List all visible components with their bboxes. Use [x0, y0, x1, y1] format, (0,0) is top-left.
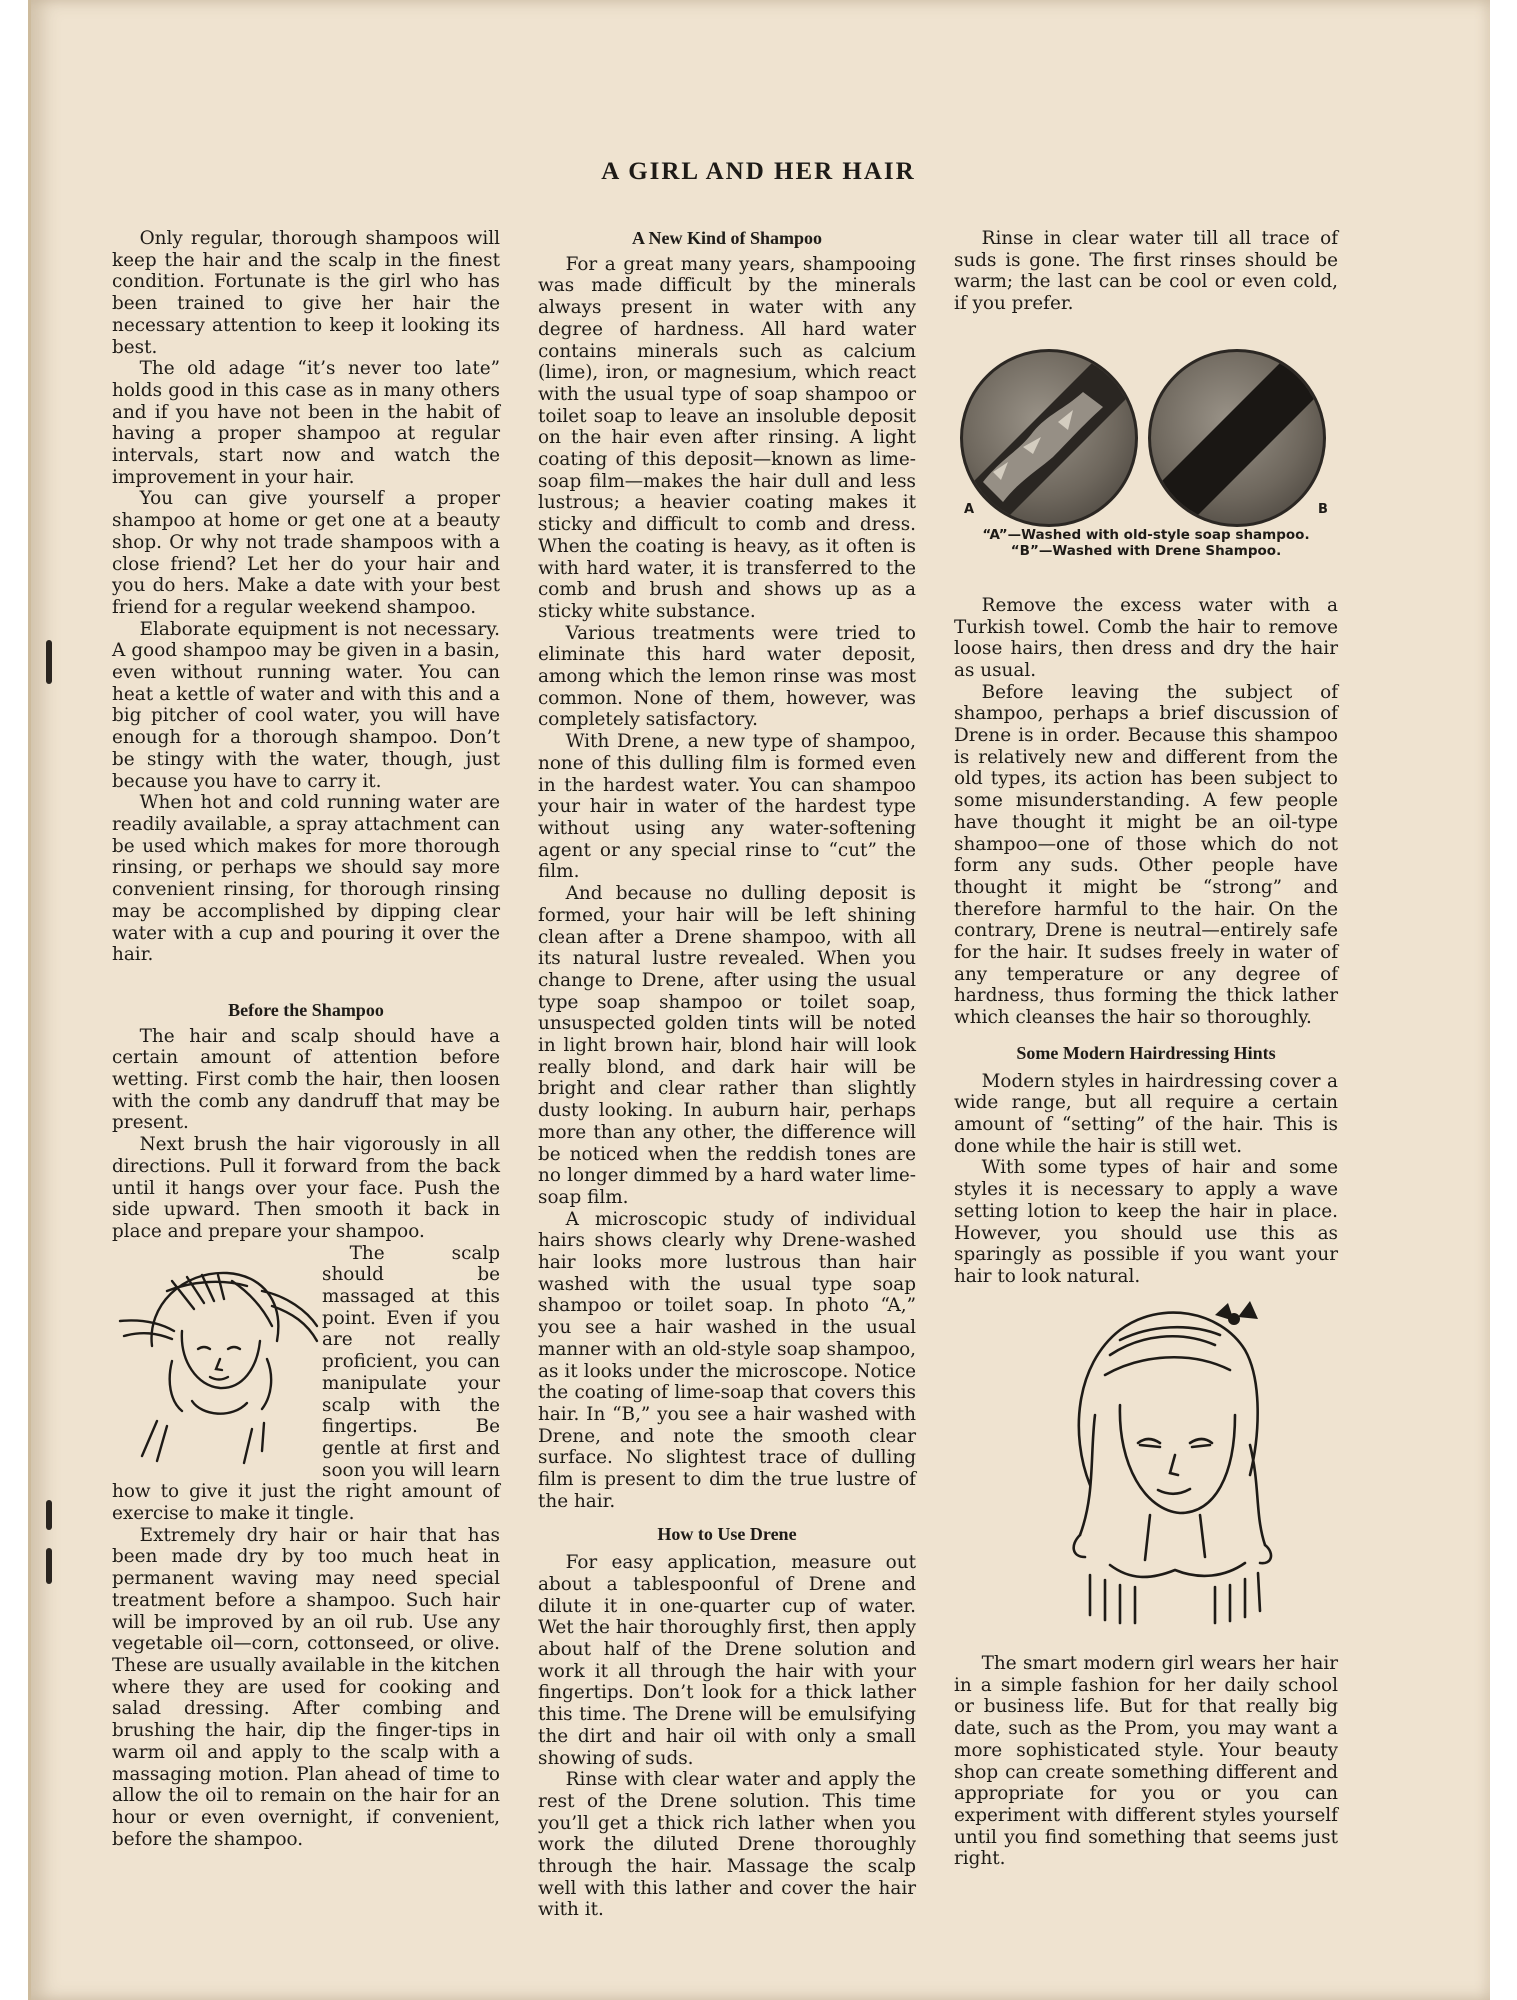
paragraph: Before leaving the subject of shampoo, perhaps a brief discussion of Drene is in order. Because this shampoo is relatively new and different from the old types, its action has been subject to some misunderstanding. A few people have thought it might be an oil-type shampoo—one of those which do not form any suds. Other people have thought it might be “strong” and therefore harmful to the hair. On the contrary, Drene is neutral—entirely safe for the hair. It sudses freely in water of any temperature or any degree of hardness, thus forming the thick lather which cleanses the hair so thoroughly.: [954, 681, 1338, 1029]
paragraph: For a great many years, shampooing was made difficult by the minerals always present in water with any degree of hardness. All hard water contains minerals such as calcium (lime), iron, or magnesium, which react with the usual type of soap shampoo or toilet soap to leave an insoluble deposit on the hair even after rinsing. A light coating of this deposit—known as lime-soap film—makes the hair dull and less lustrous; a heavier coating makes it sticky and difficult to comb and dress. When the coating is heavy, as it often is with hard water, it is transferred to the comb and brush and shows up as a sticky white substance.: [538, 253, 916, 622]
paragraph: With Drene, a new type of shampoo, none of this dulling film is formed even in the hardest water. You can shampoo your hair in water of the hardest type without using any water-softening agent or any special rinse to “cut” the film.: [538, 731, 916, 883]
paragraph: Only regular, thorough shampoos will keep the hair and the scalp in the finest condition. Fortunate is the girl who has been trained to give her hair the necessary attention to keep it looking its best.: [112, 228, 500, 358]
paragraph: Remove the excess water with a Turkish towel. Comb the hair to remove loose hairs, then dress and dry the hair as usual.: [954, 594, 1338, 681]
microscope-photo-a: [960, 349, 1138, 527]
section-heading: Before the Shampoo: [228, 999, 384, 1020]
staple-top: [46, 640, 52, 684]
paragraph: The old adage “it’s never too late” holds good in this case as in many others and if you have not been in the habit of having a proper shampoo at regular intervals, start now and watch the improvement in your hair.: [112, 358, 500, 488]
staple-bottom-1: [46, 1500, 52, 1530]
photo-caption-a: “A”—Washed with old-style soap shampoo.: [982, 526, 1310, 543]
paragraph: A microscopic study of individual hairs shows clearly why Drene-washed hair looks more lustrous than hair washed with the usual type soap shampoo or toilet soap. In photo “A,” you see a hair washed in the usual manner with an old-style soap shampoo, as it looks under the microscope. Notice the coating of lime-soap that covers this hair. In “B,” you see a hair washed with Drene, and note the smooth clear surface. No slightest trace of dulling film is present to dim the true lustre of the hair.: [538, 1208, 916, 1512]
paragraph: Various treatments were tried to eliminate this hard water deposit, among which the lemon rinse was most common. None of them, however, was completely satisfactory.: [538, 622, 916, 731]
modern-girl-illustration: [1050, 1295, 1280, 1625]
paragraph: Rinse in clear water till all trace of suds is gone. The first rinses should be warm; the last can be cool or even cold, if you prefer.: [954, 228, 1338, 315]
paragraph: Elaborate equipment is not necessary. A good shampoo may be given in a basin, even without running water. You can heat a kettle of water and with this and a big pitcher of cool water, you will have enough for a thorough shampoo. Don’t be stingy with the water, though, just because you have to carry it.: [112, 618, 500, 792]
spine-shadow: [28, 0, 31, 2000]
paragraph: When hot and cold running water are readily available, a spray attachment can be used which makes for more thorough rinsing, or perhaps we should say more convenient rinsing, for thorough rinsing may be accomplished by dipping clear water with a cup and pouring it over the hair.: [112, 792, 500, 966]
section-heading: Some Modern Hairdressing Hints: [1016, 1042, 1276, 1063]
column-right: [954, 228, 1338, 1288]
massage-scalp-illustration: [112, 1251, 322, 1466]
paragraph: You can give yourself a proper shampoo at home or get one at a beauty shop. Or why not trade shampoos with a close friend? Let her do your hair and you do hers. Make a date with your best friend for a regular weekend shampoo.: [112, 488, 500, 618]
paragraph: And because no dulling deposit is formed, your hair will be left shining clean after a Drene shampoo, with all its natural lustre revealed. When you change to Drene, after using the usual type soap shampoo or toilet soap, unsuspected golden tints will be noted in light brown hair, blond hair will look really blond, and dark hair will be bright and clear rather than slightly dusty looking. In auburn hair, perhaps more than any other, the difference will be noticed when the reddish tones are no longer dimmed by a hard water lime-soap film.: [538, 883, 916, 1208]
paragraph: The smart modern girl wears her hair in a simple fashion for her daily school or business life. But for that really big date, such as the Prom, you may want a more sophisticated style. Your beauty shop can create something different and appropriate for you or you can experiment with different styles yourself until you find something that seems just right.: [954, 1653, 1338, 1870]
paragraph: Rinse with clear water and apply the rest of the Drene solution. This time you’ll get a thick rich lather when you work the diluted Drene thoroughly through the hair. Massage the scalp well with this lather and cover the hair with it.: [538, 1769, 916, 1921]
paragraph: Modern styles in hairdressing cover a wide range, but all require a certain amount of “setting” of the hair. This is done while the hair is still wet.: [954, 1070, 1338, 1157]
section-heading: A New Kind of Shampoo: [631, 228, 823, 248]
paragraph: The hair and scalp should have a certain amount of attention before wetting. First comb the hair, then loosen with the comb any dandruff that may be present.: [112, 1025, 500, 1134]
staple-bottom-2: [46, 1548, 52, 1584]
photo-caption-b: “B”—Washed with Drene Shampoo.: [1010, 542, 1282, 559]
paragraph: For easy application, measure out about a tablespoonful of Drene and dilute it in one-quarter cup of water. Wet the hair thoroughly first, then apply about half of the Drene solution and work it all through the hair with your fingertips. Don’t look for a thick lather this time. The Drene will be emulsifying the dirt and hair oil with only a small showing of suds.: [538, 1552, 916, 1769]
column-left: [112, 228, 500, 1850]
column-right-final: [954, 1653, 1338, 1870]
paragraph: With some types of hair and some styles it is necessary to apply a wave setting lotion to keep the hair in place. However, you should use this as sparingly as possible if you want your hair to look natural.: [954, 1157, 1338, 1287]
column-middle: [538, 228, 916, 1921]
paragraph: Next brush the hair vigorously in all directions. Pull it forward from the back until it hangs over your face. Push the side upward. Then smooth it back in place and prepare your shampoo.: [112, 1134, 500, 1242]
paragraph: The scalp should be massaged at this point. Even if you are not really proficient, you can manipulate your scalp with the fingertips. Be gentle at first and soon you will learn how to give it just the right amount of exercise to make it tingle.: [112, 1242, 500, 1525]
photo-label-a: A: [964, 501, 975, 517]
paragraph: Extremely dry hair or hair that has been made dry by too much heat in permanent waving may need special treatment before a shampoo. Such hair will be improved by an oil rub. Use any vegetable oil—corn, cottonseed, or olive. These are usually available in the kitchen where they are used for cooking and salad dressing. After combing and brushing the hair, dip the finger-tips in warm oil and apply to the scalp with a massaging motion. Plan ahead of time to allow the oil to remain on the hair for an hour or even overnight, if convenient, before the shampoo.: [112, 1524, 500, 1850]
page-title: A GIRL AND HER HAIR: [601, 158, 916, 185]
microscope-photos: [954, 349, 1338, 527]
section-heading: How to Use Drene: [657, 1524, 797, 1545]
photo-label-b: B: [1318, 501, 1328, 517]
microscope-photo-b: [1148, 349, 1326, 527]
